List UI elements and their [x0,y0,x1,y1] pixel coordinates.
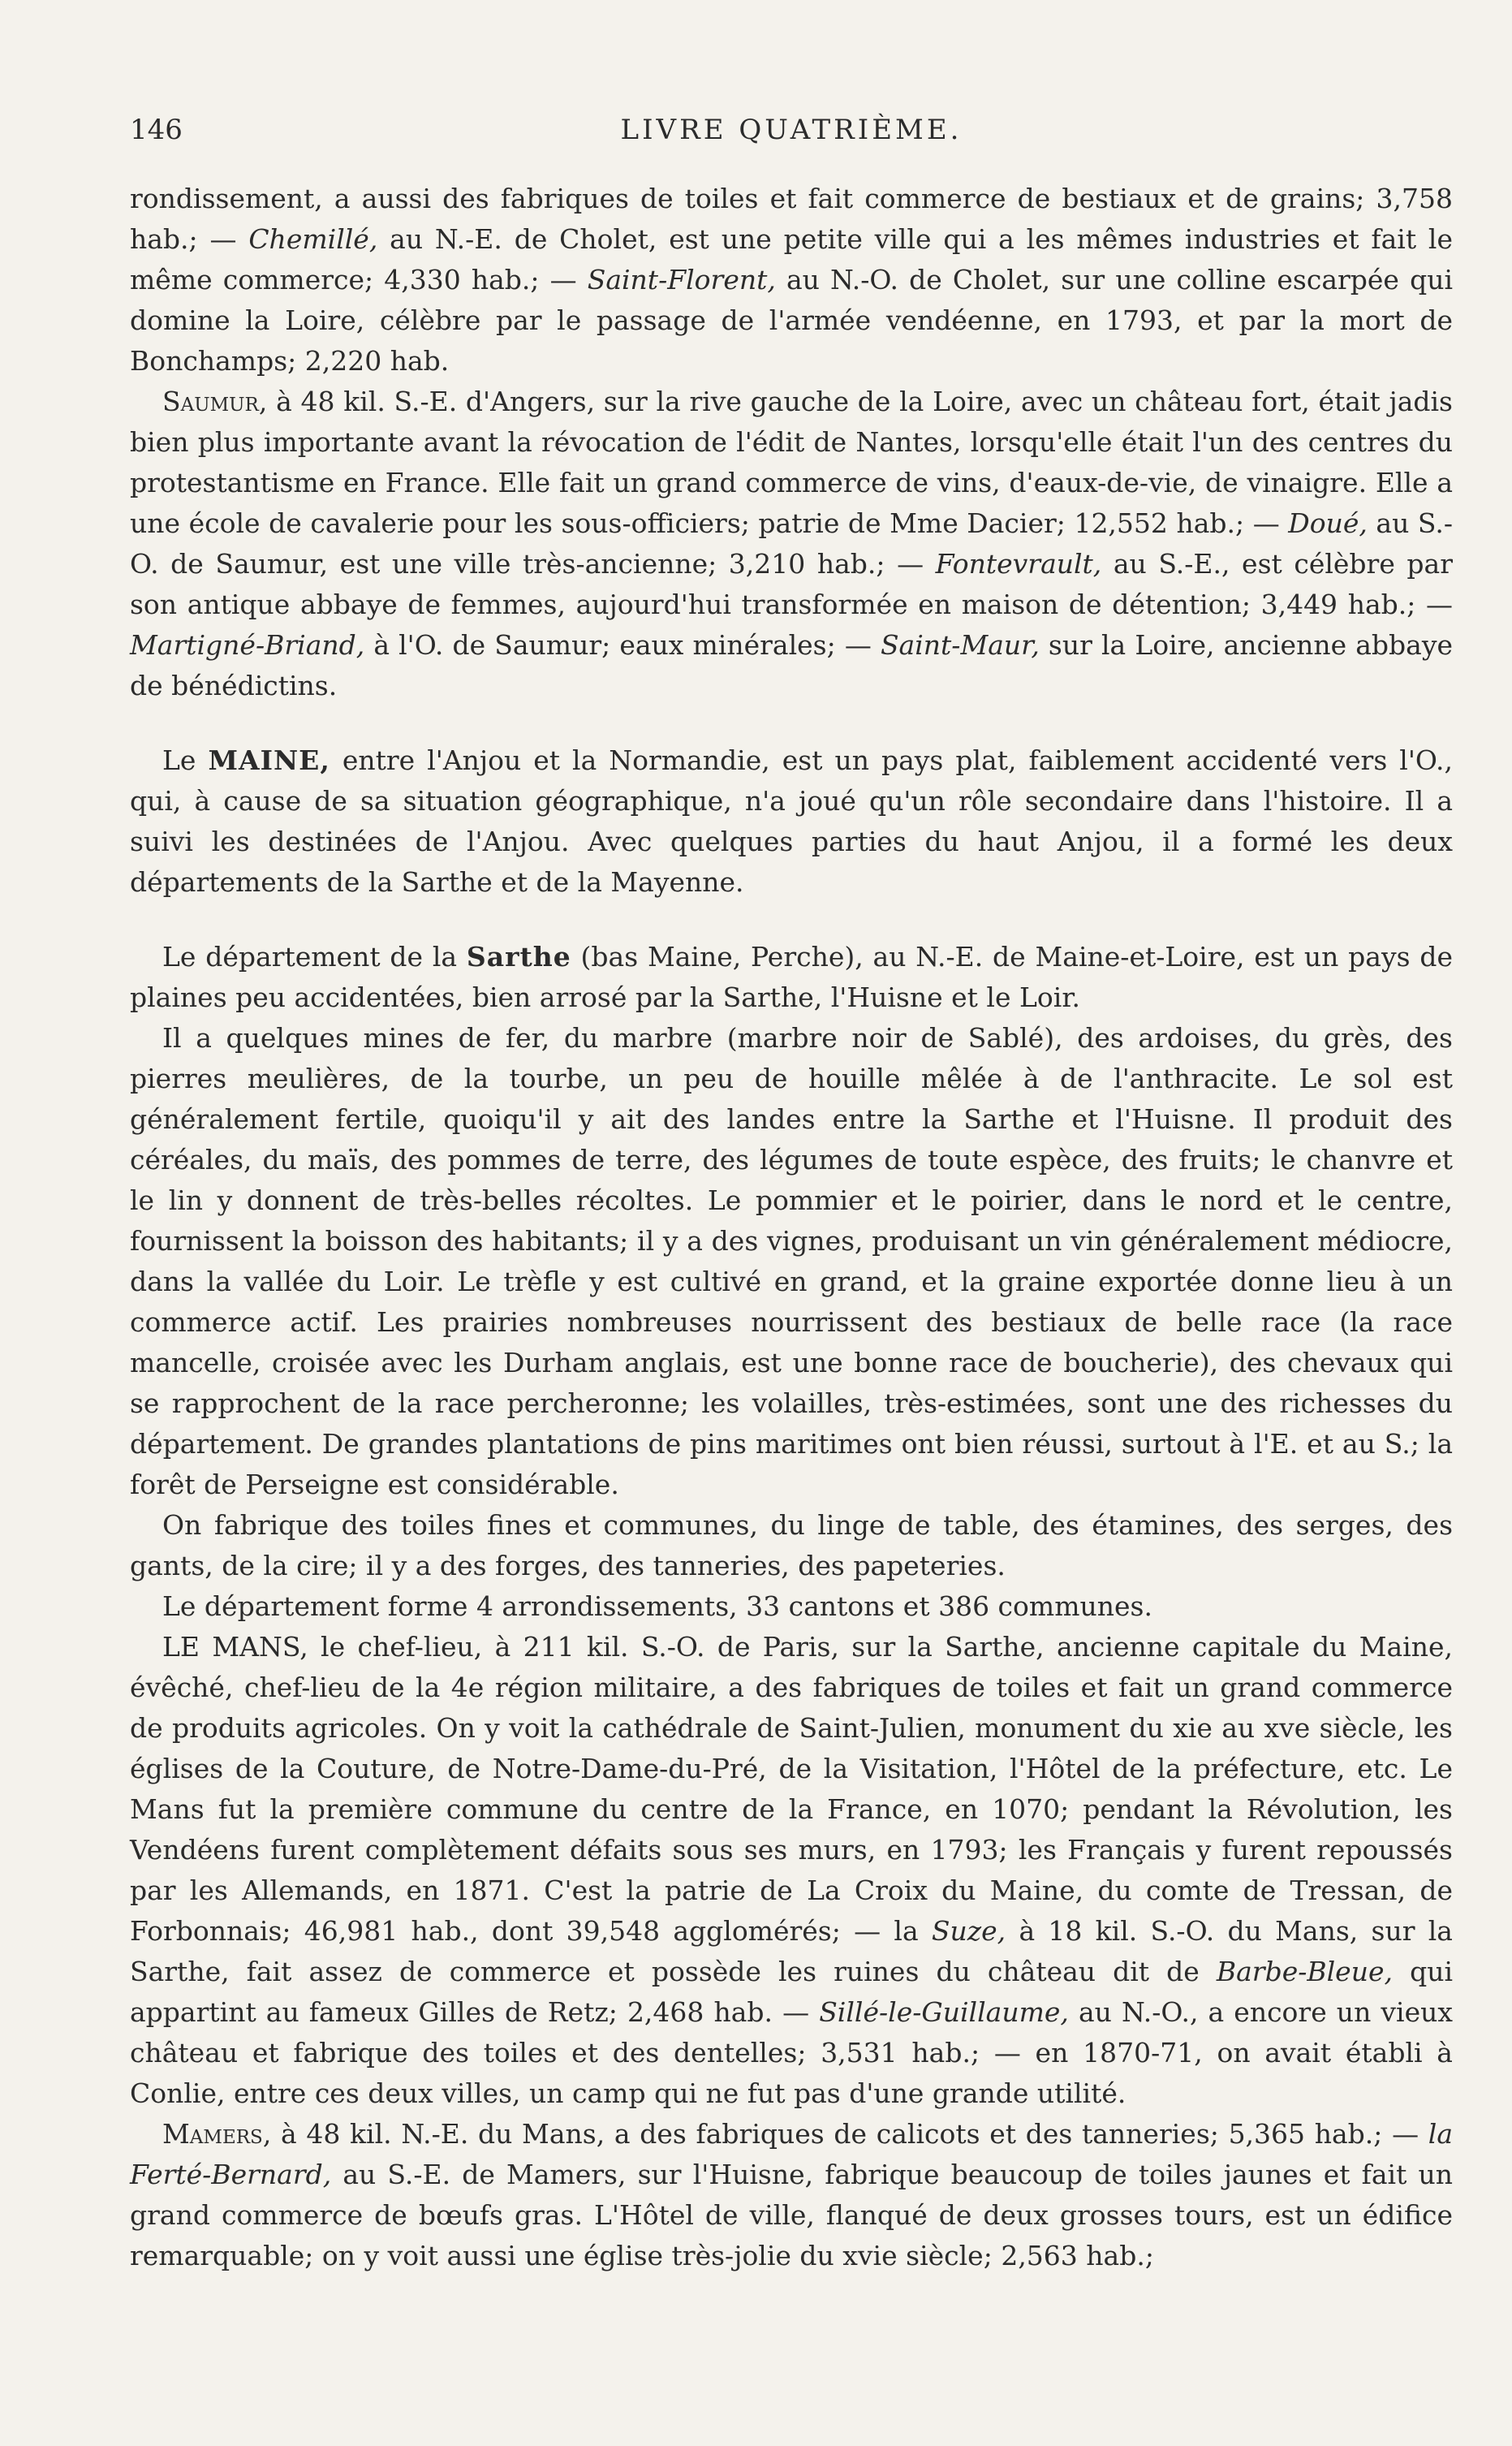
paragraph-resources: Il a quelques mines de fer, du marbre (marbre noir de Sablé), des ardoises, du grès, des pierres meulières, de la tourbe, un peu de houille mêlée à de l'anthracite. Le sol est généralement fertile, quoiqu'il y ait des landes entre la Sarthe et l'Huisne. Il produit des céréales, du maïs, des pommes de terre, des légumes de toute espèce, des fruits; le chanvre et le lin y donnent de très-belles récoltes. Le pommier et le poirier, dans le nord et le centre, fournissent la boisson des habitants; il y a des vignes, produisant un vin généralement médiocre, dans la vallée du Loir. Le trèfle y est cultivé en grand, et la graine exportée donne lieu à un commerce actif. Les prairies nombreuses nourrissent des bestiaux de belle race (la race mancelle, croisée avec les Durham anglais, est une bonne race de boucherie), des chevaux qui se rapprochent de la race percheronne; les volailles, très-estimées, sont une des richesses du département. De grandes plantations de pins maritimes ont bien réussi, surtout à l'E. et au S.; la forêt de Perseigne est considérable. [130,1022,1453,1500]
page-header [130,114,1453,154]
paragraph-le-mans: LE MANS, le chef-lieu, à 211 kil. S.-O. de Paris, sur la Sarthe, ancienne capitale du Maine, évêché, chef-lieu de la 4e région militaire, a des fabriques de toiles et fait un grand commerce de produits agricoles. On y voit la cathédrale de Saint-Julien, monument du xie au xve siècle, les églises de la Couture, de Notre-Dame-du-Pré, de la Visitation, l'Hôtel de la préfecture, etc. Le Mans fut la première commune du centre de la France, en 1070; pendant la Révolution, les Vendéens furent complètement défaits sous ses murs, en 1793; les Français y furent repoussés par les Allemands, en 1871. C'est la patrie de La Croix du Maine, du comte de Tressan, de Forbonnais; 46,981 hab., dont 39,548 agglomérés; — la Suze, à 18 kil. S.-O. du Mans, sur la Sarthe, fait assez de commerce et possède les ruines du château dit de Barbe-Bleue, qui appartint au fameux Gilles de Retz; 2,468 hab. — Sillé-le-Guillaume, au N.-O., a encore un vieux château et fabrique des toiles et des dentelles; 3,531 hab.; — en 1870-71, on avait établi à Conlie, entre ces deux villes, un camp qui ne fut pas d'une grande utilité. [130,1631,1454,2109]
paragraph-chemille: rondissement, a aussi des fabriques de toiles et fait commerce de bestiaux et de grains; 3,758 hab.; — Chemillé, au N.-E. de Cholet, est une petite ville qui a les mêmes industries et fait le même commerce; 4,330 hab.; — Saint-Florent, au N.-O. de Cholet, sur une colline escarpée qui domine la Loire, célèbre par le passage de l'armée vendéenne, en 1793, et par la mort de Bonchamps; 2,220 hab. [130,183,1454,377]
paragraph-industry: On fabrique des toiles fines et communes, du linge de table, des étamines, des serges, des gants, de la cire; il y a des forges, des tanneries, des papeteries. [130,1509,1453,1581]
paragraph-sarthe: Le département de la Sarthe (bas Maine, Perche), au N.-E. de Maine-et-Loire, est un pays de plaines peu accidentées, bien arrosé par la Sarthe, l'Huisne et le Loir. [130,941,1454,1013]
running-title: LIVRE QUATRIÈME. [620,114,963,146]
paragraph-mamers: Mamers, à 48 kil. N.-E. du Mans, a des fabriques de calicots et des tanneries; 5,365 hab.; — la Ferté-Bernard, au S.-E. de Mamers, sur l'Huisne, fabrique beaucoup de toiles jaunes et fait un grand commerce de bœufs gras. L'Hôtel de ville, flanqué de deux grosses tours, est un édifice remarquable; on y voit aussi une église très-jolie du xvie siècle; 2,563 hab.; [130,2118,1453,2271]
paragraph-saumur: Saumur, à 48 kil. S.-E. d'Angers, sur la rive gauche de la Loire, avec un château fort, était jadis bien plus importante avant la révocation de l'édit de Nantes, lorsqu'elle était l'un des centres du protestantisme en France. Elle fait un grand commerce de vins, d'eaux-de-vie, de vinaigre. Elle a une école de cavalerie pour les sous-officiers; patrie de Mme Dacier; 12,552 hab.; — Doué, au S.-O. de Saumur, est une ville très-ancienne; 3,210 hab.; — Fontevrault, au S.-E., est célèbre par son antique abbaye de femmes, aujourd'hui transformée en maison de détention; 3,449 hab.; — Martigné-Briand, à l'O. de Saumur; eaux minérales; — Saint-Maur, sur la Loire, ancienne abbaye de bénédictins. [130,386,1453,701]
paragraph-maine: Le MAINE, entre l'Anjou et la Normandie, est un pays plat, faiblement accidenté vers l'O., qui, à cause de sa situation géographique, n'a joué qu'un rôle secondaire dans l'histoire. Il a suivi les destinées de l'Anjou. Avec quelques parties du haut Anjou, il a formé les deux départements de la Sarthe et de la Mayenne. [130,744,1453,898]
page-number: 146 [130,114,183,146]
page [130,114,1453,2276]
paragraph-administration: Le département forme 4 arrondissements, 33 cantons et 386 communes. [162,1590,1152,1622]
